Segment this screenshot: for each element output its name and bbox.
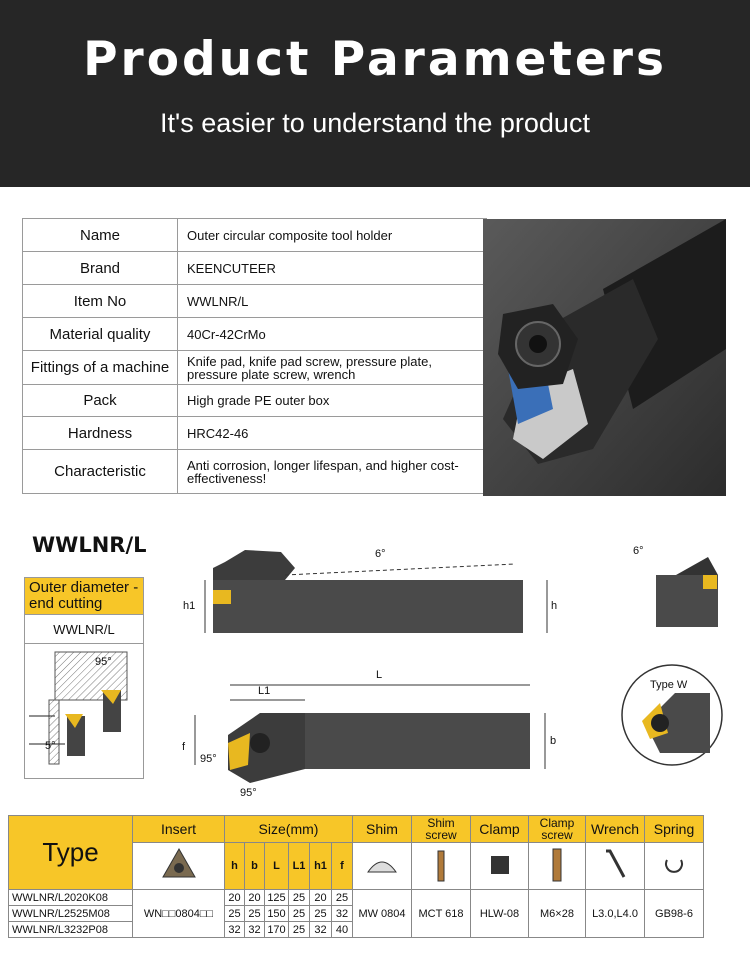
- spec-row: [23, 318, 487, 351]
- shim-image: [353, 843, 412, 890]
- spec-table: [22, 218, 487, 494]
- spec-label: Pack: [23, 385, 178, 417]
- spec-row: [23, 219, 487, 252]
- spec-label: Material quality: [23, 318, 178, 351]
- h1-label: h1: [183, 600, 196, 612]
- end-view-svg: [628, 545, 723, 630]
- angle-95-label: 95°: [95, 656, 112, 668]
- cutting-sketch-drawing: [25, 644, 143, 778]
- spec-value: KEENCUTEER: [178, 252, 487, 285]
- cell-h1: 20: [310, 890, 332, 906]
- cell-b: 25: [245, 906, 265, 922]
- clamp-screw-value: M6×28: [529, 890, 586, 938]
- shim-screw-header: Shim screw: [412, 816, 471, 843]
- L1-label: L1: [258, 685, 271, 697]
- spec-value: HRC42-46: [178, 417, 487, 450]
- spring-header: Spring: [645, 816, 704, 843]
- spring-image: [645, 843, 704, 890]
- spec-label: Brand: [23, 252, 178, 285]
- insert-image: [133, 843, 225, 890]
- cell-L: 170: [265, 922, 289, 938]
- wrench-image: [586, 843, 645, 890]
- spec-value: WWLNR/L: [178, 285, 487, 318]
- size-header: Size(mm): [225, 816, 353, 843]
- cell-h: 32: [225, 922, 245, 938]
- clamp-screw-image: [529, 843, 586, 890]
- size-col-L1: L1: [289, 843, 310, 890]
- spec-row: [23, 417, 487, 450]
- diagram-model-title: WWLNR/L: [32, 533, 147, 557]
- size-col-b: b: [245, 843, 265, 890]
- type-header: Type: [9, 816, 133, 890]
- spec-value: Outer circular composite tool holder: [178, 219, 487, 252]
- cell-L1: 25: [289, 890, 310, 906]
- row-model: WWLNR/L2020K08: [9, 890, 133, 906]
- b-label: b: [550, 735, 557, 747]
- cell-h: 25: [225, 906, 245, 922]
- spec-row: [23, 252, 487, 285]
- top-view-drawing: [182, 665, 570, 800]
- cutting-sketch: [24, 643, 144, 779]
- h-label: h: [551, 600, 558, 612]
- row-model: WWLNR/L2525M08: [9, 906, 133, 922]
- cell-f: 25: [332, 890, 353, 906]
- spec-value: Knife pad, knife pad screw, pressure plate, pressure plate screw, wrench: [178, 351, 487, 385]
- L-label: L: [376, 669, 383, 681]
- size-col-h: h: [225, 843, 245, 890]
- spec-row: [23, 285, 487, 318]
- angle-5-label: 5°: [45, 740, 56, 752]
- clamp-value: HLW-08: [471, 890, 529, 938]
- cell-b: 32: [245, 922, 265, 938]
- cell-h: 20: [225, 890, 245, 906]
- shim-header: Shim: [353, 816, 412, 843]
- spring-value: GB98-6: [645, 890, 704, 938]
- cell-L: 150: [265, 906, 289, 922]
- spec-value: Anti corrosion, longer lifespan, and higher cost-effectiveness!: [178, 450, 487, 494]
- insert-value: WN□□0804□□: [133, 890, 225, 938]
- shim-screw-value: MCT 618: [412, 890, 471, 938]
- model-box: WWLNR/L: [24, 614, 144, 644]
- clamp-image: [471, 843, 529, 890]
- product-photo: [483, 219, 726, 496]
- side-view-drawing: [185, 540, 565, 640]
- cell-h1: 32: [310, 922, 332, 938]
- size-col-h1: h1: [310, 843, 332, 890]
- spec-label: Hardness: [23, 417, 178, 450]
- table-row: [9, 890, 704, 906]
- spec-value: 40Cr-42CrMo: [178, 318, 487, 351]
- parameter-table: [8, 815, 704, 938]
- spec-label: Item No: [23, 285, 178, 318]
- f-label: f: [182, 741, 186, 753]
- row-model: WWLNR/L3232P08: [9, 922, 133, 938]
- cell-L1: 25: [289, 922, 310, 938]
- type-w-detail: [620, 663, 725, 768]
- clamp-screw-header: Clamp screw: [529, 816, 586, 843]
- size-col-f: f: [332, 843, 353, 890]
- cutting-type-label: Outer diameter - end cutting: [24, 577, 144, 615]
- spec-value: High grade PE outer box: [178, 385, 487, 417]
- end-angle-label: 6°: [633, 545, 644, 557]
- cell-h1: 25: [310, 906, 332, 922]
- size-col-L: L: [265, 843, 289, 890]
- type-w-label: Type W: [650, 679, 688, 691]
- side-angle-label: 6°: [375, 548, 386, 560]
- spec-row: [23, 385, 487, 417]
- spec-row: [23, 351, 487, 385]
- spec-row: [23, 450, 487, 494]
- insert-header: Insert: [133, 816, 225, 843]
- top-angle-label-2: 95°: [240, 787, 257, 799]
- page-title: Product Parameters: [83, 32, 667, 87]
- spec-label: Characteristic: [23, 450, 178, 494]
- cell-L1: 25: [289, 906, 310, 922]
- wrench-header: Wrench: [586, 816, 645, 843]
- cell-f: 40: [332, 922, 353, 938]
- spec-label: Fittings of a machine: [23, 351, 178, 385]
- top-view-svg: [190, 665, 570, 800]
- clamp-header: Clamp: [471, 816, 529, 843]
- end-view-drawing: [628, 545, 723, 630]
- cell-L: 125: [265, 890, 289, 906]
- wrench-value: L3.0,L4.0: [586, 890, 645, 938]
- tool-holder-image: [483, 219, 726, 496]
- cell-b: 20: [245, 890, 265, 906]
- spec-label: Name: [23, 219, 178, 252]
- shim-screw-image: [412, 843, 471, 890]
- top-angle-label: 95°: [200, 753, 217, 765]
- header-banner: [0, 0, 750, 187]
- page-subtitle: It's easier to understand the product: [160, 108, 590, 138]
- shim-value: MW 0804: [353, 890, 412, 938]
- cell-f: 32: [332, 906, 353, 922]
